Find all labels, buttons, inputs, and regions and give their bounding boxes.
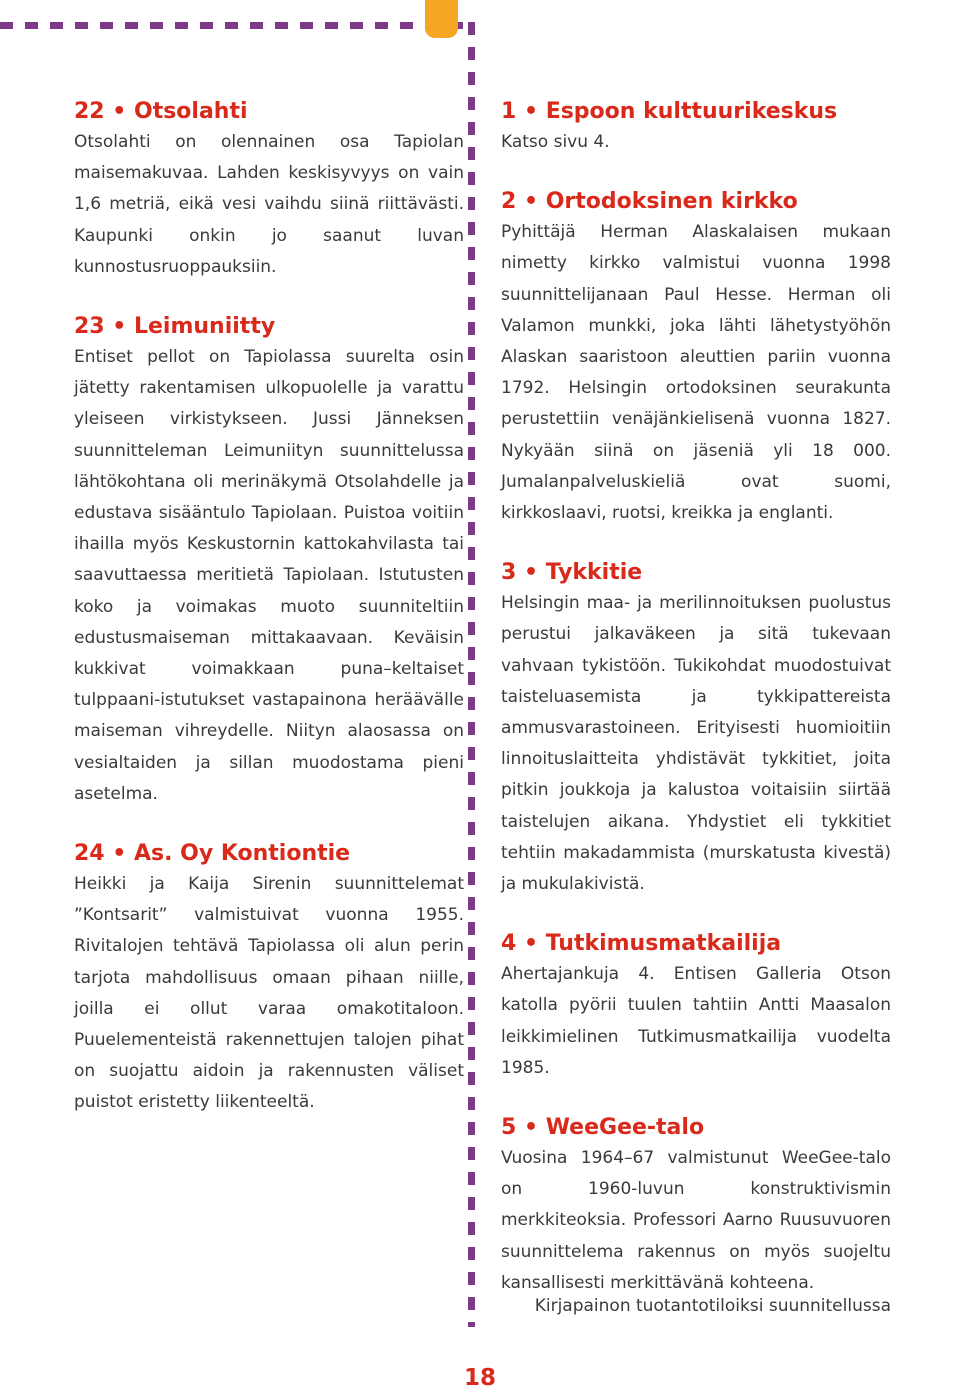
section-title: 1 • Espoon kulttuurikeskus <box>501 99 838 124</box>
section-title: 22 • Otsolahti <box>74 99 248 124</box>
section-body: Vuosina 1964–67 valmistunut WeeGee-talo on 1960-luvun konstruktivismin merkkiteoksia. Professori Aarno Ruusuvuoren suunnittelema rakennus on myös suojeltu kansallisesti merkittävänä kohteena. <box>501 1148 891 1293</box>
section-body: Entiset pellot on Tapiolassa suurelta osin jätetty rakentamisen ulkopuolelle ja varattu yleiseen virkistykseen. Jussi Jänneksen suunnitteleman Leimuniityn suunnittelussa lähtökohtana oli merinäkymä Otsolahdelle ja edustava sisääntulo Tapiolaan. Puistoa voitiin ihailla myös Keskustornin kattokahvilasta tai saavuttaessa meritietä Tapiolaan. Istutusten koko ja voimakas muoto suunniteltiin edustusmaiseman mittakaavaan. Keväisin kukkivat voimakkaan puna–keltaiset tulppaani-istutukset vastapainona heräävälle maiseman vihreydelle. Niityn alaosassa on vesialtaiden ja sillan muodostama pieni asetelma. <box>74 347 464 804</box>
section-kontiontie <box>74 838 464 1119</box>
section-title: 3 • Tykkitie <box>501 560 643 586</box>
section-body: Helsingin maa- ja merilinnoituksen puolustus perustui jalkaväkeen ja sitä tukevaan vahvaan tykistöön. Tukikohdat muodostuivat taisteluasemista ja tykkipattereista ammusvarastoineen. Erityisesti huomioitiin linnoituslaitteita yhdistävät tykkitiet, joita pitkin joukkoja ja kalustoa voitaisiin siirtää taistelujen aikana. Yhdystiet eli tykkitiet tehtiin makadammista (murskatusta kivestä) ja mukulakivistä. <box>501 593 891 895</box>
section-title: 5 • WeeGee-talo <box>501 1115 705 1141</box>
section-body: Ahertajankuja 4. Entisen Galleria Otson katolla pyörii tuulen tahtiin Antti Maasalon leikkimielinen Tutkimusmatkailija vuodelta 1985. <box>501 964 891 1078</box>
continuation-line: Kirjapainon tuotantotiloiksi suunnitellussa <box>534 1296 891 1317</box>
section-weegee-talo <box>501 1112 891 1322</box>
section-kulttuurikeskus <box>501 96 891 158</box>
section-title: 2 • Ortodoksinen kirkko <box>501 189 798 215</box>
right-column <box>501 96 891 1350</box>
section-leimuniitty <box>74 311 464 810</box>
section-body: Heikki ja Kaija Sirenin suunnittelemat ”Kontsarit” valmistuivat vuonna 1955. Rivitalojen tehtävä Tapiolassa oli alun perin tarjota mahdollisuus omaan pihaan niille, joilla ei ollut varaa omakotitaloon. Puuelementeistä rakennettujen talojen pihat on suojattu aidoin ja rakennusten väliset puistot eristetty liikenteeltä. <box>74 874 464 1113</box>
top-dashed-border <box>0 22 475 29</box>
section-body: Katso sivu 4. <box>501 132 610 152</box>
section-ortodoksinen-kirkko <box>501 186 891 529</box>
orange-corner-tab <box>425 0 458 38</box>
section-title: 23 • Leimuniitty <box>74 314 276 340</box>
section-body: Pyhittäjä Herman Alaskalaisen mukaan nimetty kirkko valmistui vuonna 1998 suunnittelijanaan Paul Hesse. Herman oli Valamon munkki, joka lähti lähetystyöhön Alaskan saaristoon aleuttien pariin vuonna 1792. Helsingin ortodoksinen seurakunta perustettiin venäjänkielisenä vuonna 1827. Nykyään siinä on jäseniä yli 18 000. Jumalanpalveluskieliä ovat suomi, kirkkoslaavi, ruotsi, kreikka ja englanti. <box>501 222 891 524</box>
page-number: 18 <box>463 1365 496 1391</box>
section-body: Otsolahti on olennainen osa Tapiolan maisemakuvaa. Lahden keskisyvyys on vain 1,6 metriä, eikä vesi vaihdu siinä riittävästi. Kaupunki onkin jo saanut luvan kunnostusruoppauksiin. <box>74 132 464 277</box>
section-tutkimusmatkailija <box>501 928 891 1084</box>
section-title: 4 • Tutkimusmatkailija <box>501 931 782 957</box>
column-dashed-divider <box>468 22 475 1327</box>
section-title: 24 • As. Oy Kontiontie <box>74 841 351 867</box>
section-otsolahti <box>74 96 464 283</box>
left-column <box>74 96 464 1147</box>
section-tykkitie <box>501 557 891 900</box>
